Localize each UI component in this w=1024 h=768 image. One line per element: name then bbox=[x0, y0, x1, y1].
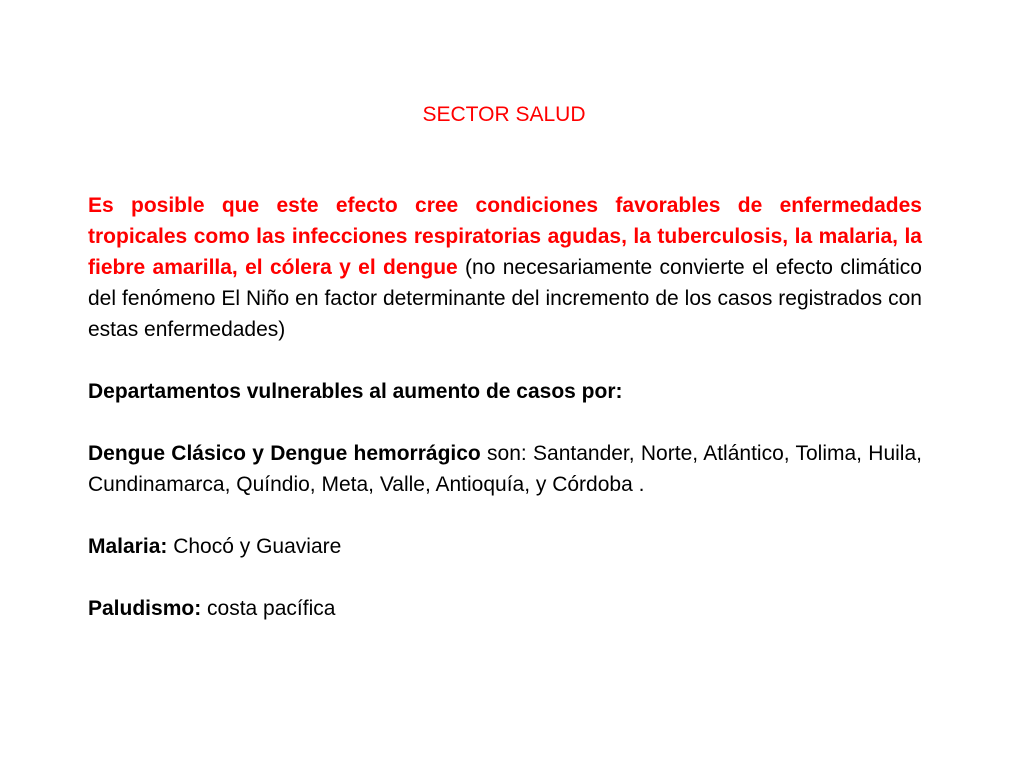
intro-highlight: Es posible que este efecto cree condiciones favorables de enfermedades tropicales como las infecciones respiratorias agudas, la tuberculosis, la malaria, la fiebre amarilla, el cólera y el dengue bbox=[88, 194, 922, 279]
paludismo-text: costa pacífica bbox=[201, 597, 336, 620]
dengue-paragraph bbox=[88, 438, 922, 500]
dengue-text: son: Santander, Norte, Atlántico, Tolima, Huila, Cundinamarca, Quíndio, Meta, Valle, Antioquía, y Córdoba . bbox=[88, 442, 922, 496]
malaria-text: Chocó y Guaviare bbox=[167, 535, 342, 558]
slide-title: SECTOR SALUD bbox=[422, 103, 586, 126]
dengue-label: Dengue Clásico y Dengue hemorrágico bbox=[88, 442, 481, 465]
paludismo-paragraph bbox=[88, 593, 922, 624]
vulnerable-heading: Departamentos vulnerables al aumento de casos por: bbox=[88, 380, 623, 403]
paludismo-label: Paludismo: bbox=[88, 597, 202, 620]
malaria-label: Malaria: bbox=[88, 535, 168, 558]
malaria-paragraph bbox=[88, 531, 922, 562]
intro-note: (no necesariamente convierte el efecto climático del fenómeno El Niño en factor determinante del incremento de los casos registrados con estas enfermedades) bbox=[88, 256, 922, 341]
intro-paragraph bbox=[88, 190, 922, 345]
slide-body bbox=[88, 190, 922, 624]
